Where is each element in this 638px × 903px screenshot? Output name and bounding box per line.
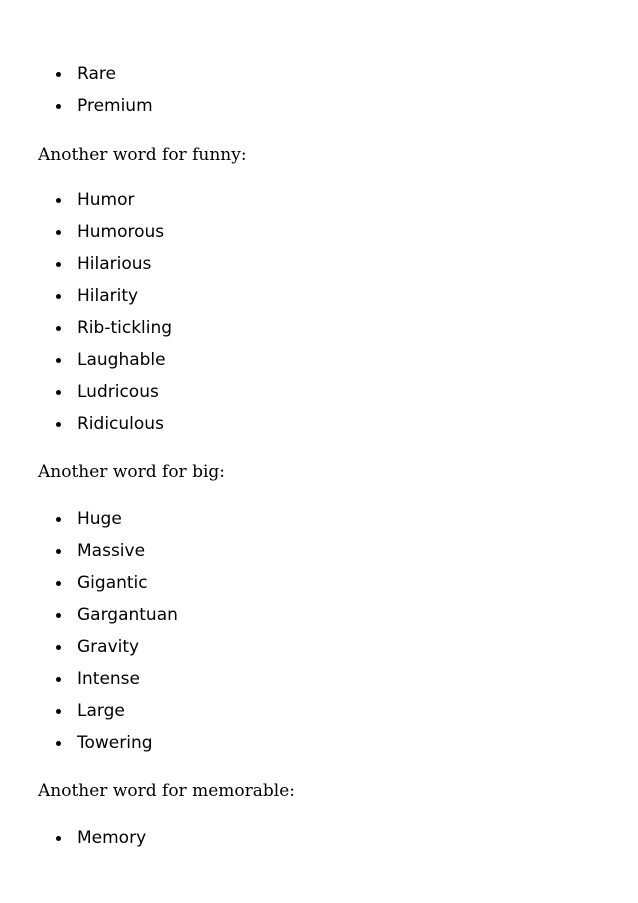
list-item-label: Hilarious bbox=[77, 254, 152, 274]
bullet bbox=[56, 836, 61, 841]
list-item-label: Premium bbox=[77, 96, 153, 116]
bullet bbox=[56, 613, 61, 618]
bullet bbox=[56, 230, 61, 235]
bullet bbox=[56, 326, 61, 331]
section-heading-memorable: Another word for memorable: bbox=[38, 781, 295, 801]
list-item-label: Gravity bbox=[77, 637, 140, 657]
list-item-label: Gargantuan bbox=[77, 605, 178, 625]
bullet bbox=[56, 645, 61, 650]
bullet bbox=[56, 517, 61, 522]
bullet bbox=[56, 709, 61, 714]
list-item-label: Rib-tickling bbox=[77, 318, 173, 338]
list-item-label: Massive bbox=[77, 541, 146, 561]
list-item-label: Ridiculous bbox=[77, 414, 164, 434]
section-heading-funny: Another word for funny: bbox=[38, 145, 247, 165]
list-item-label: Hilarity bbox=[77, 286, 139, 306]
section-heading-big: Another word for big: bbox=[38, 462, 226, 482]
list-item-label: Gigantic bbox=[77, 573, 148, 593]
list-item-label: Humor bbox=[77, 190, 135, 210]
bullet bbox=[56, 549, 61, 554]
bullet bbox=[56, 72, 61, 77]
bullet bbox=[56, 581, 61, 586]
bullet bbox=[56, 294, 61, 299]
list-item-label: Laughable bbox=[77, 350, 166, 370]
bullet bbox=[56, 104, 61, 109]
list-item-label: Rare bbox=[77, 64, 116, 84]
list-item-label: Huge bbox=[77, 509, 122, 529]
bullet bbox=[56, 198, 61, 203]
bullet bbox=[56, 262, 61, 267]
list-item-label: Intense bbox=[77, 669, 141, 689]
bullet bbox=[56, 422, 61, 427]
list-item-label: Memory bbox=[77, 828, 147, 848]
list-item-label: Humorous bbox=[77, 222, 165, 242]
list-item-label: Towering bbox=[77, 733, 153, 753]
list-item-label: Large bbox=[77, 701, 125, 721]
bullet bbox=[56, 358, 61, 363]
list-item-label: Ludricous bbox=[77, 382, 159, 402]
bullet bbox=[56, 741, 61, 746]
bullet bbox=[56, 390, 61, 395]
bullet bbox=[56, 677, 61, 682]
